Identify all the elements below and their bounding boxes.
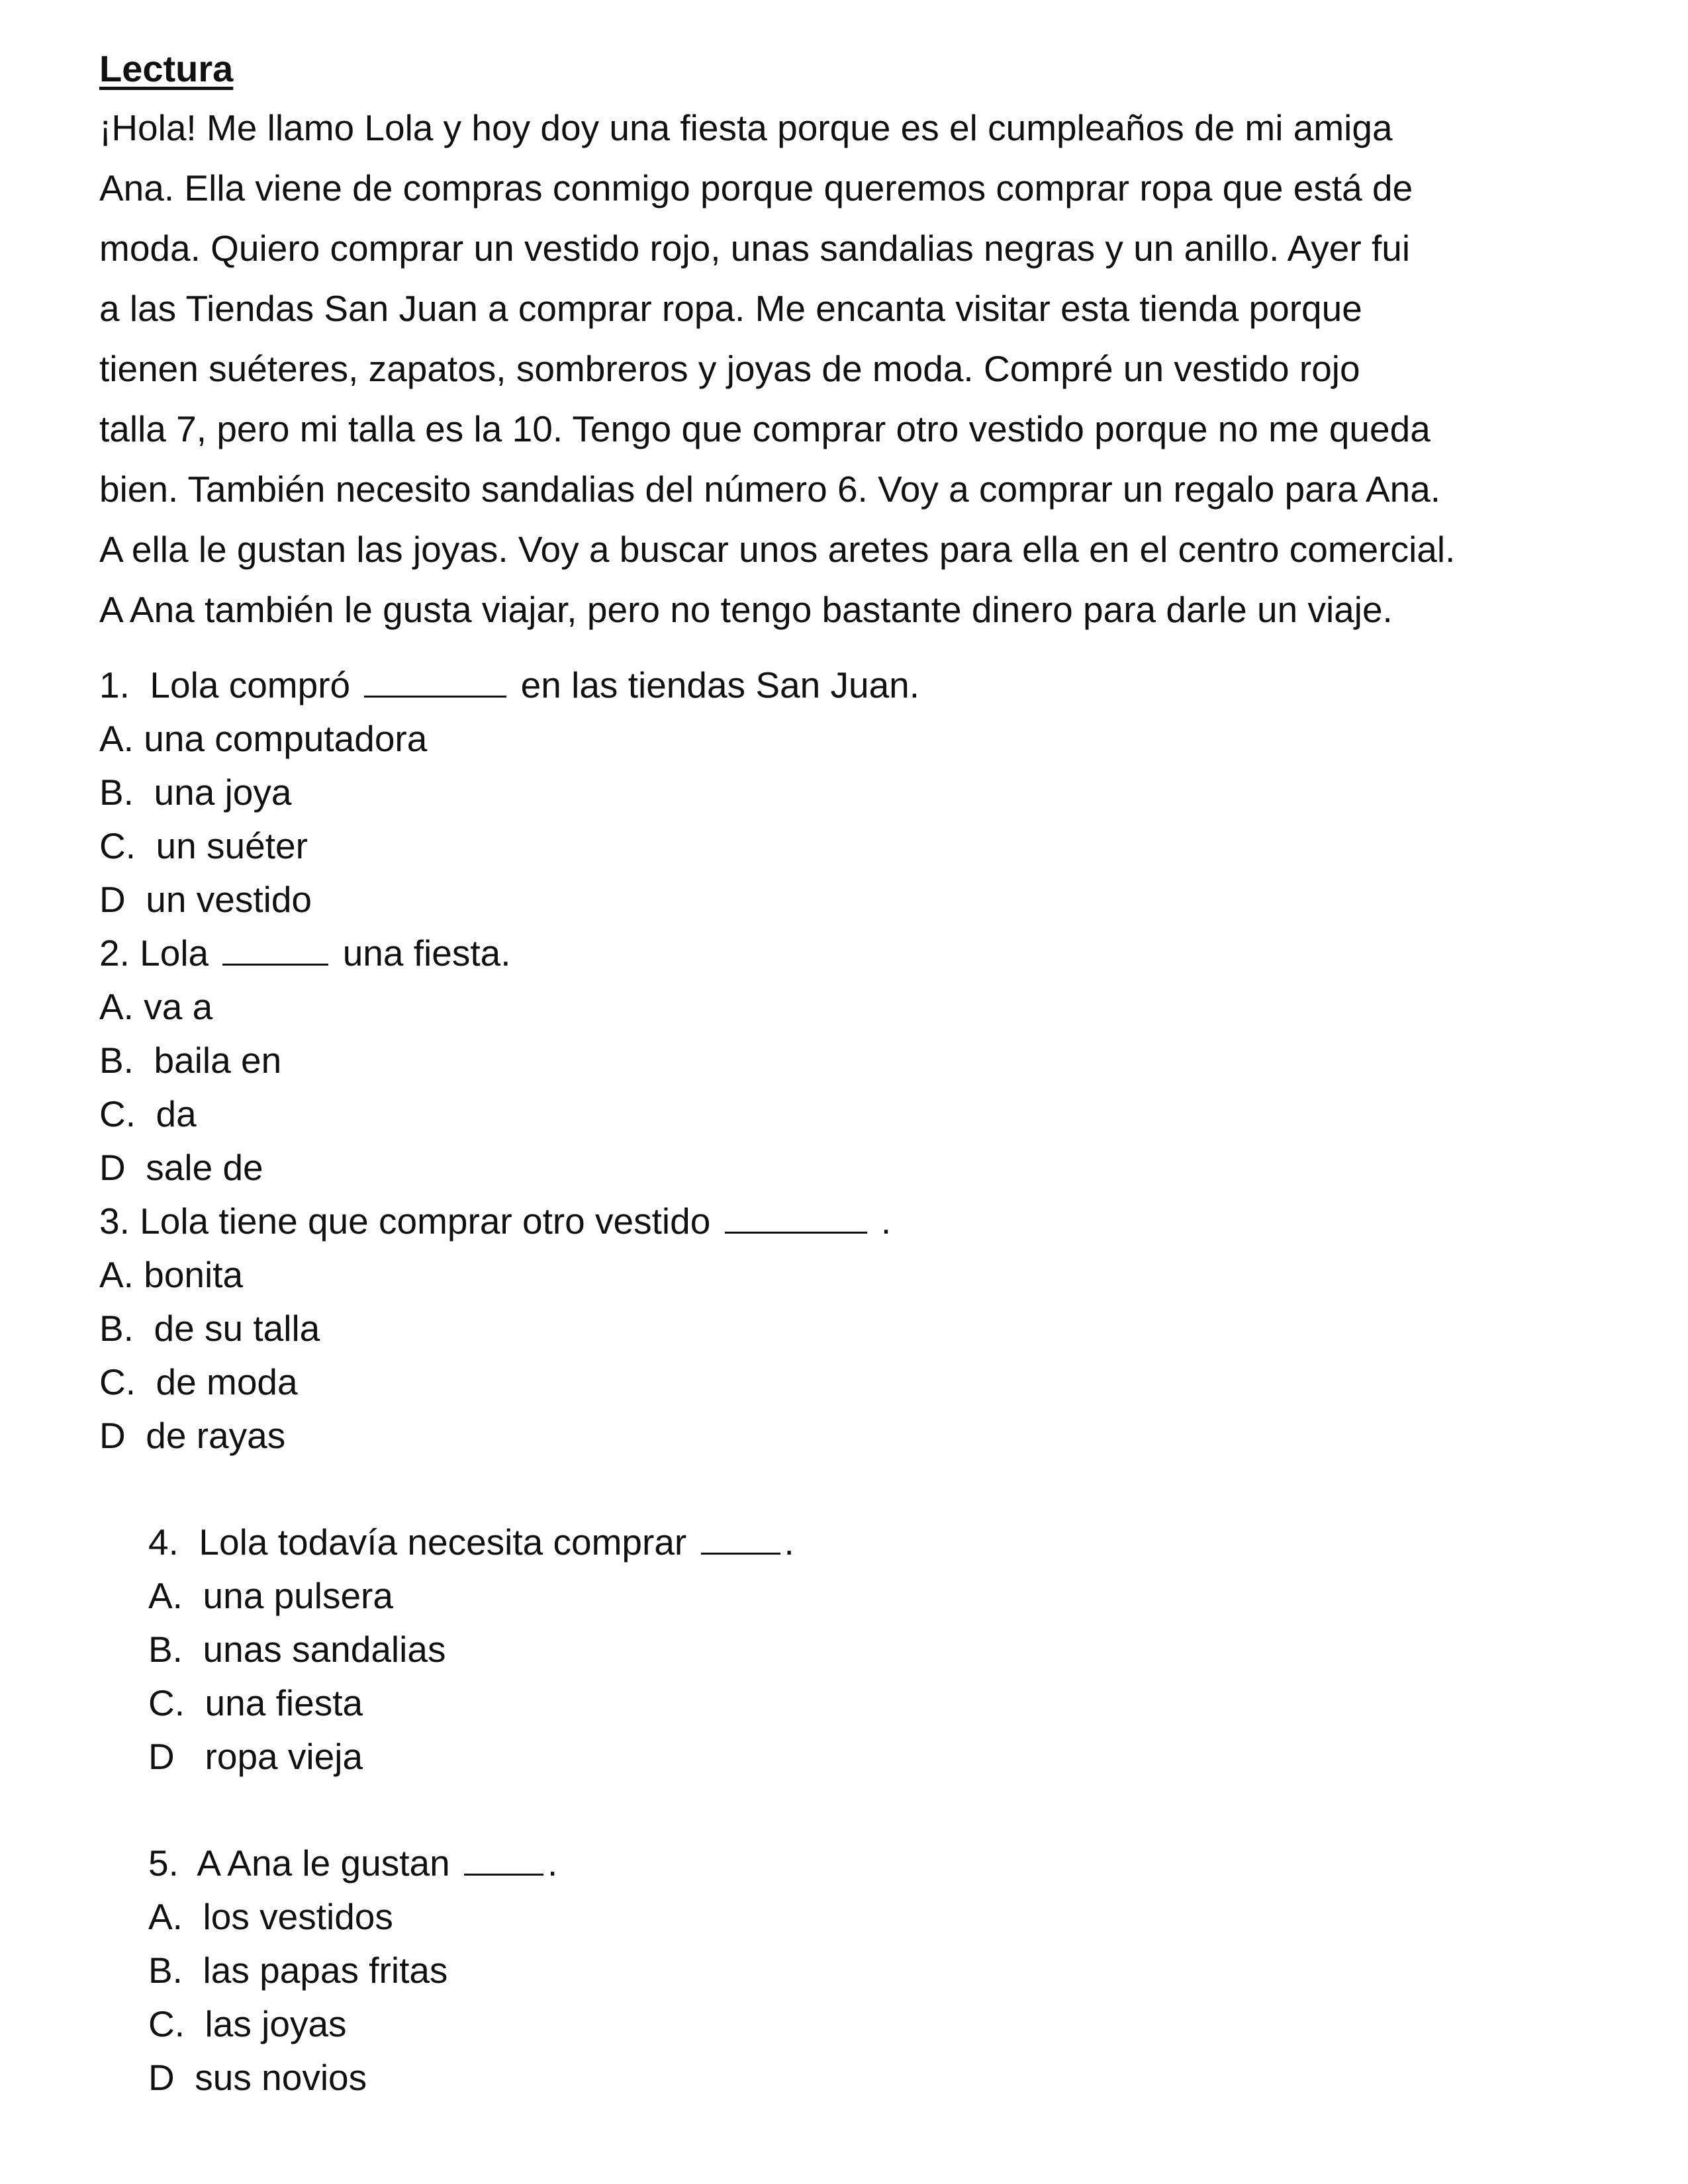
question-stem [99,1195,1595,1248]
stem-text: . [784,1522,794,1563]
stem-text: una fiesta. [332,933,511,974]
stem-text: 4. Lola todavía necesita comprar [148,1522,697,1563]
answer-option: D un vestido [99,879,312,920]
question-stem [99,927,1595,980]
reading-line: A Ana también le gusta viajar, pero no tengo bastante dinero para darle un viaje. [99,589,1393,630]
reading-line: moda. Quiero comprar un vestido rojo, unas sandalias negras y un anillo. Ayer fui [99,228,1411,269]
answer-option: A. bonita [99,1254,244,1295]
answer-option: C. una fiesta [148,1682,363,1723]
answer-option: B. baila en [99,1040,282,1081]
question-1 [99,659,1595,927]
answer-option: D ropa vieja [148,1736,363,1777]
answer-option: B. las papas fritas [148,1950,448,1991]
question-list [99,659,1595,2105]
question-5 [99,1837,1595,2105]
answer-blank [725,1199,867,1234]
question-2 [99,927,1595,1195]
answer-option: B. unas sandalias [148,1629,446,1670]
reading-line: ¡Hola! Me llamo Lola y hoy doy una fiesta porque es el cumpleaños de mi amiga [99,107,1393,148]
question-stem [148,1516,1595,1569]
reading-line: A ella le gustan las joyas. Voy a buscar unos aretes para ella en el centro comercial. [99,529,1456,570]
answer-option: A. va a [99,986,213,1027]
answer-option: D de rayas [99,1415,286,1456]
stem-text: 5. A Ana le gustan [148,1843,460,1884]
answer-option: C. de moda [99,1361,298,1402]
reading-line: bien. También necesito sandalias del número 6. Voy a comprar un regalo para Ana. [99,469,1441,510]
answer-blank [701,1520,780,1555]
stem-text: en las tiendas San Juan. [510,664,920,705]
stem-text: 2. Lola [99,933,219,974]
answer-option: C. un suéter [99,825,308,866]
answer-option: C. las joyas [148,2003,347,2044]
answer-option: D sus novios [148,2057,367,2098]
answer-blank [222,931,328,966]
question-3 [99,1195,1595,1463]
reading-line: tienen suéteres, zapatos, sombreros y joyas de moda. Compré un vestido rojo [99,348,1360,389]
question-stem [99,659,1595,712]
answer-blank [364,662,506,698]
answer-option: B. de su talla [99,1308,320,1349]
stem-text: . [547,1843,558,1884]
stem-text: 3. Lola tiene que comprar otro vestido [99,1201,721,1242]
question-stem [148,1837,1595,1890]
page-title: Lectura [99,48,234,89]
answer-option: D sale de [99,1147,263,1188]
question-4 [99,1516,1595,1784]
reading-line: a las Tiendas San Juan a comprar ropa. Me encanta visitar esta tienda porque [99,288,1362,329]
answer-option: A. los vestidos [148,1896,393,1937]
reading-line: Ana. Ella viene de compras conmigo porque queremos comprar ropa que está de [99,167,1413,208]
answer-blank [464,1841,543,1876]
answer-option: B. una joya [99,772,292,813]
document-page [99,40,1595,2105]
stem-text: . [870,1201,892,1242]
answer-option: A. una pulsera [148,1575,393,1616]
answer-option: A. una computadora [99,718,428,759]
reading-line: talla 7, pero mi talla es la 10. Tengo que comprar otro vestido porque no me queda [99,408,1430,449]
reading-passage [99,98,1595,640]
stem-text: 1. Lola compró [99,664,361,705]
answer-option: C. da [99,1093,197,1134]
